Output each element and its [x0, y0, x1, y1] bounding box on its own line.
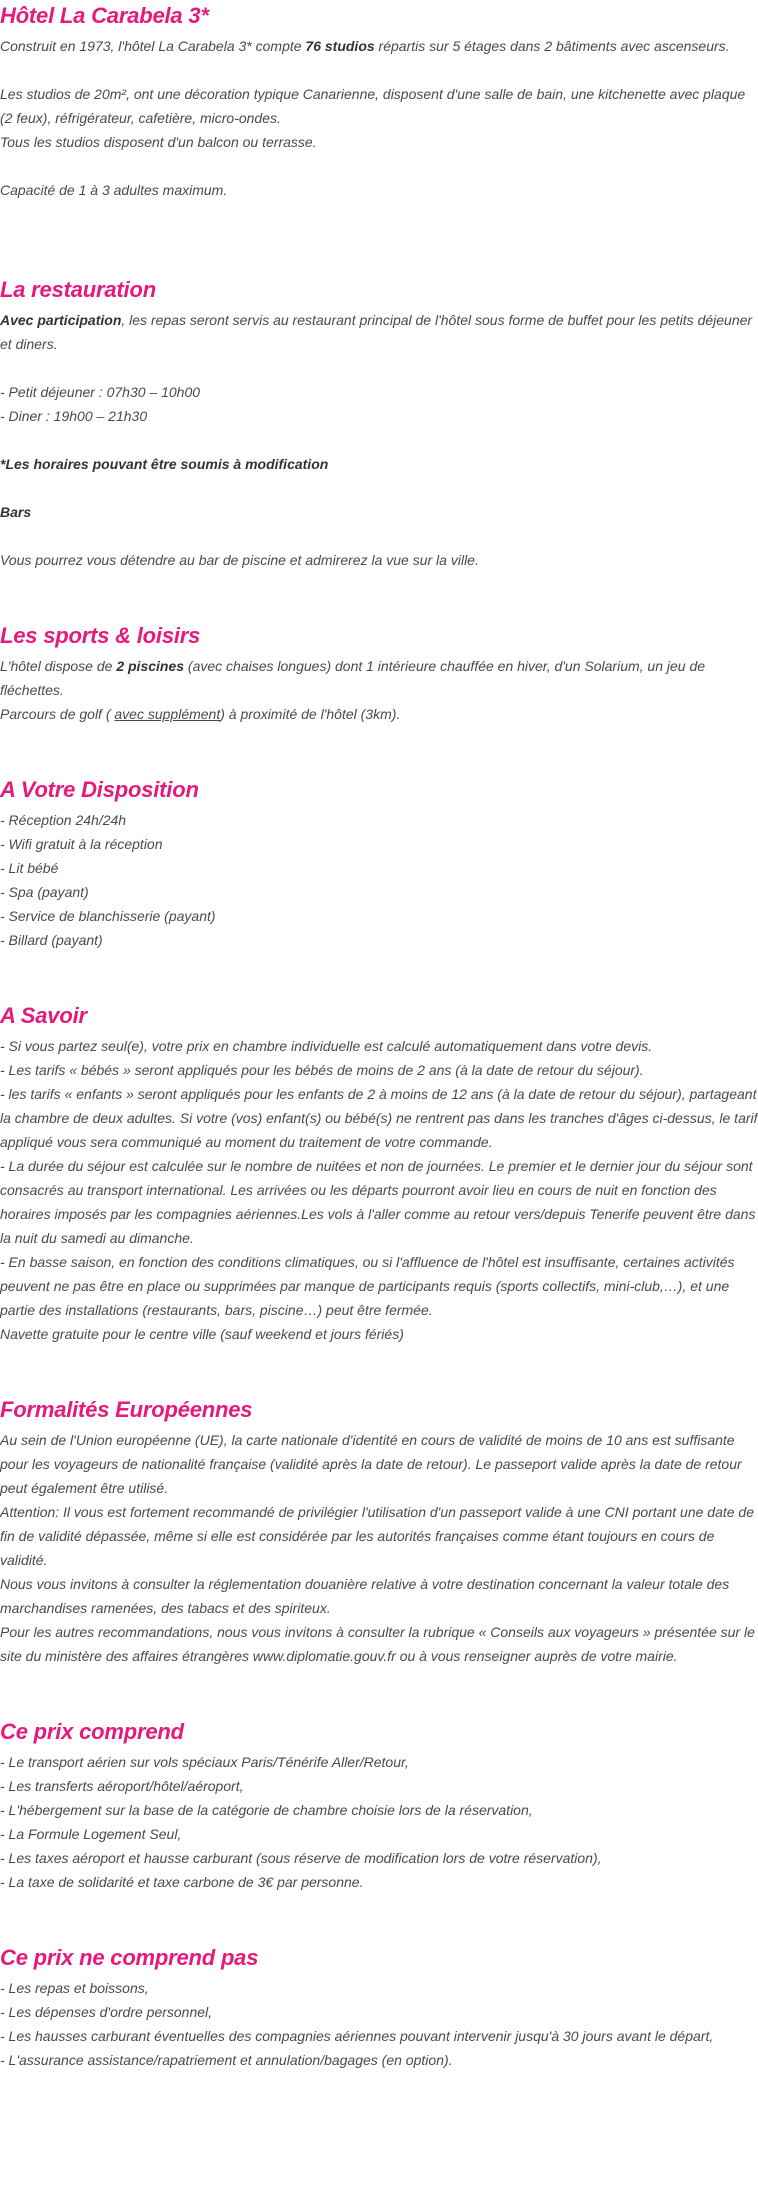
formalites-section [0, 1394, 758, 1668]
restauration-title: La restauration [0, 277, 156, 302]
savoir-title: A Savoir [0, 1003, 87, 1028]
restauration-note-text: *Les horaires pouvant être soumis à modification [0, 456, 329, 472]
restauration-intro [0, 308, 758, 356]
hotel-balcony: Tous les studios disposent d'un balcon ou terrasse. [0, 134, 317, 150]
list-item: - Service de blanchisserie (payant) [0, 908, 216, 924]
hotel-capacity: Capacité de 1 à 3 adultes maximum. [0, 182, 228, 198]
sports-golf [0, 702, 758, 726]
ne-comprend-section [0, 1942, 758, 2072]
hotel-section [0, 0, 758, 202]
sports-section [0, 620, 758, 726]
list-item: - Lit bébé [0, 860, 59, 876]
restauration-intro-text: , les repas seront servis au restaurant principal de l'hôtel sous forme de buffet pour les petits déjeuner et diners. [0, 312, 753, 352]
list-item: - Wifi gratuit à la réception [0, 836, 163, 852]
hotel-studios-count: 76 studios [305, 38, 375, 54]
restauration-dinner: - Diner : 19h00 – 21h30 [0, 408, 148, 424]
sports-golf-text-end: ) à proximité de l'hôtel (3km). [220, 706, 401, 722]
bars-heading [0, 500, 758, 524]
restauration-breakfast: - Petit déjeuner : 07h30 – 10h00 [0, 384, 201, 400]
hotel-title: Hôtel La Carabela 3* [0, 3, 209, 28]
bars-heading-text: Bars [0, 504, 32, 520]
hotel-intro-text: Construit en 1973, l'hôtel La Carabela 3* compte [0, 38, 306, 54]
list-item: Pour les autres recommandations, nous vous invitons à consulter la rubrique « Conseils aux voyageurs » présentée sur le site du ministère des affaires étrangères www.diplomatie.gouv.fr ou à vous renseigner auprès de votre mairie. [0, 1624, 755, 1664]
list-item: - L'assurance assistance/rapatriement et annulation/bagages (en option). [0, 2052, 453, 2068]
disposition-title: A Votre Disposition [0, 777, 199, 802]
formalites-title: Formalités Européennes [0, 1397, 253, 1422]
list-item: - les tarifs « enfants » seront appliqués pour les enfants de 2 à moins de 12 ans (à la date de retour du séjour), partageant la chambre de deux adultes. Si votre (vos) enfant(s) ou bébé(s) ne rentrent pas dans les tranches d'âges ci-dessus, le tarif appliqué vous sera communiqué au moment du traitement de votre commande. [0, 1086, 758, 1150]
list-item: Attention: Il vous est fortement recommandé de privilégier l'utilisation d'un passeport valide à une CNI portant une date de fin de validité dépassée, même si elle est considérée par les autorités françaises comme étant toujours en cours de validité. [0, 1504, 754, 1568]
savoir-section [0, 1000, 758, 1346]
restauration-note [0, 452, 758, 476]
sports-pools-text-end: (avec chaises longues) dont 1 intérieure chauffée en hiver, d'un Solarium, un jeu de fléchettes. [0, 658, 706, 698]
bars-description: Vous pourrez vous détendre au bar de piscine et admirerez la vue sur la ville. [0, 552, 479, 568]
list-item: - La durée du séjour est calculée sur le nombre de nuitées et non de journées. Le premier et le dernier jour du séjour sont consacrés au transport international. Les arrivées ou les départs pourront avoir lieu en cours de nuit en fonction des horaires imposés par les compagnies aériennes.Les vols à l'aller comme au retour vers/depuis Tenerife peuvent être dans la nuit du samedi au dimanche. [0, 1158, 756, 1246]
disposition-section [0, 774, 758, 952]
list-item: Nous vous invitons à consulter la réglementation douanière relative à votre destination concernant la valeur totale des marchandises ramenées, des tabacs et des spiriteux. [0, 1576, 730, 1616]
list-item: - La taxe de solidarité et taxe carbone de 3€ par personne. [0, 1874, 364, 1890]
list-item: - Les tarifs « bébés » seront appliqués pour les bébés de moins de 2 ans (à la date de retour du séjour). [0, 1062, 644, 1078]
comprend-section [0, 1716, 758, 1894]
restauration-participation: Avec participation [0, 312, 122, 328]
hotel-intro [0, 34, 758, 58]
list-item: Au sein de l'Union européenne (UE), la carte nationale d'identité en cours de validité de moins de 10 ans est suffisante pour les voyageurs de nationalité française (validité après la date de retour). Le passeport valide après la date de retour peut également être utilisé. [0, 1432, 742, 1496]
hotel-studios-description: Les studios de 20m², ont une décoration typique Canarienne, disposent d'une salle de bain, une kitchenette avec plaque (2 feux), réfrigérateur, cafetière, micro-ondes. [0, 86, 746, 126]
sports-title: Les sports & loisirs [0, 623, 201, 648]
sports-golf-supplement-link[interactable]: avec supplément [114, 706, 221, 722]
list-item: - Les transferts aéroport/hôtel/aéroport, [0, 1778, 244, 1794]
list-item: - L'hébergement sur la base de la catégorie de chambre choisie lors de la réservation, [0, 1802, 533, 1818]
list-item: - Les hausses carburant éventuelles des compagnies aériennes pouvant intervenir jusqu'à 30 jours avant le départ, [0, 2028, 714, 2044]
list-item: - En basse saison, en fonction des conditions climatiques, ou si l'affluence de l'hôtel est insuffisante, certaines activités peuvent ne pas être en place ou supprimées par manque de participants requis (sports collectifs, mini-club,…), et une partie des installations (restaurants, bars, piscine…) peut être fermée. [0, 1254, 735, 1318]
sports-pools-count: 2 piscines [116, 658, 185, 674]
list-item: - Les dépenses d'ordre personnel, [0, 2004, 213, 2020]
list-item: - Billard (payant) [0, 932, 103, 948]
list-item: - Les repas et boissons, [0, 1980, 149, 1996]
list-item: Navette gratuite pour le centre ville (sauf weekend et jours fériés) [0, 1326, 404, 1342]
list-item: - Spa (payant) [0, 884, 89, 900]
sports-golf-text: Parcours de golf ( [0, 706, 115, 722]
list-item: - Réception 24h/24h [0, 812, 127, 828]
list-item: - Le transport aérien sur vols spéciaux Paris/Ténérife Aller/Retour, [0, 1754, 409, 1770]
sports-pools [0, 654, 758, 702]
list-item: - La Formule Logement Seul, [0, 1826, 182, 1842]
hotel-intro-text-end: répartis sur 5 étages dans 2 bâtiments avec ascenseurs. [374, 38, 730, 54]
comprend-title: Ce prix comprend [0, 1719, 184, 1744]
ne-comprend-title: Ce prix ne comprend pas [0, 1945, 259, 1970]
list-item: - Les taxes aéroport et hausse carburant (sous réserve de modification lors de votre réservation), [0, 1850, 602, 1866]
restauration-section [0, 274, 758, 572]
list-item: - Si vous partez seul(e), votre prix en chambre individuelle est calculé automatiquement dans votre devis. [0, 1038, 653, 1054]
sports-pools-text: L'hôtel dispose de [0, 658, 117, 674]
